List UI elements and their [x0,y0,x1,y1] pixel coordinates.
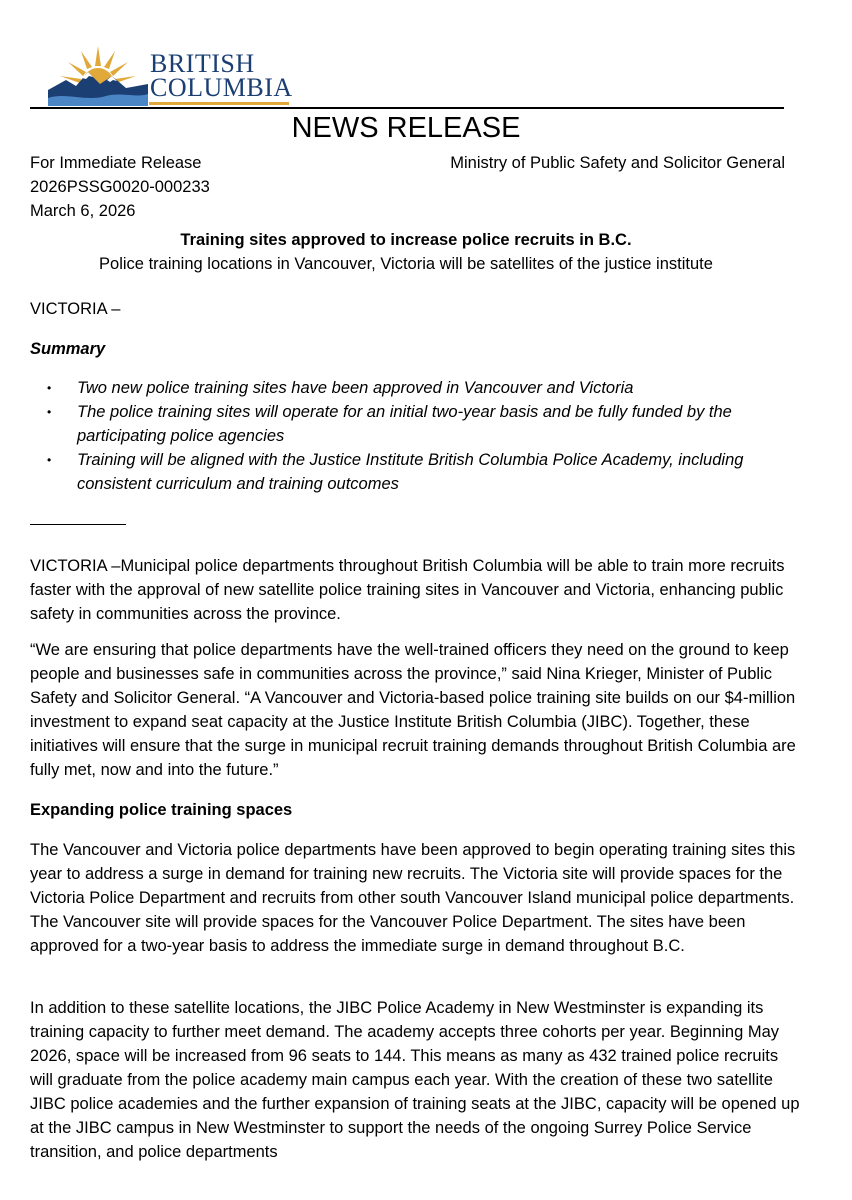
headline: Training sites approved to increase police recruits in B.C. [180,231,632,249]
summary-item-text: The police training sites will operate for an initial two-year basis and be fully funded by the participating police agencies [77,403,732,445]
release-number: 2026PSSG0020-000233 [30,178,210,196]
release-date: March 6, 2026 [30,202,136,220]
summary-item-text: Two new police training sites have been approved in Vancouver and Victoria [77,379,634,397]
bullet-icon: • [47,405,52,419]
section-separator [30,524,126,525]
bullet-icon: • [47,453,52,467]
list-item [30,448,770,496]
list-item [30,400,770,448]
body-paragraph-3: The Vancouver and Victoria police departments have been approved to begin operating training sites this year to address a surge in demand for training new recruits. The Victoria site will provide spaces for the Victoria Police Department and recruits from other south Vancouver Island municipal police departments. The Vancouver site will provide spaces for the Vancouver Police Department. The sites have been approved for a two-year basis to address the immediate surge in demand throughout B.C. [30,841,796,955]
summary-item-text: Training will be aligned with the Justice Institute British Columbia Police Academy, including consistent curriculum and training outcomes [77,451,744,493]
sun-mountain-logo-icon [46,36,150,106]
summary-heading: Summary [30,340,106,358]
bc-government-logo [46,36,296,106]
logo-underline [149,102,289,105]
body-paragraph-2-quote: “We are ensuring that police departments have the well-trained officers they need on the ground to keep people and businesses safe in communities across the province,” said Nina Krieger, Minister of Public Safety and Solicitor General. “A Vancouver and Victoria-based police training site builds on our $4-million investment to expand seat capacity at the Justice Institute British Columbia (JIBC). Together, these initiatives will ensure that the surge in municipal recruit training demands throughout British Columbia are fully met, now and into the future.” [30,641,796,779]
bullet-icon: • [47,381,52,395]
ministry-name: Ministry of Public Safety and Solicitor General [450,154,785,172]
logo-line-2: COLUMBIA [150,73,293,102]
release-meta [30,151,390,223]
release-type: For Immediate Release [30,154,202,172]
dateline: VICTORIA – [30,300,121,318]
summary-list [30,376,770,496]
subheadline: Police training locations in Vancouver, Victoria will be satellites of the justice institute [99,255,713,273]
section-heading: Expanding police training spaces [30,801,293,819]
header-rule [30,107,784,109]
page-title: NEWS RELEASE [291,112,521,144]
body-paragraph-4: In addition to these satellite locations, the JIBC Police Academy in New Westminster is expanding its training capacity to further meet demand. The academy accepts three cohorts per year. Beginning May 2026, space will be increased from 96 seats to 144. This means as many as 432 trained police recruits will graduate from the police academy main campus each year. With the creation of these two satellite JIBC police academies and the further expansion of training seats at the JIBC, capacity will be opened up at the JIBC campus in New Westminster to support the needs of the ongoing Surrey Police Service transition, and police departments [30,999,800,1161]
list-item [30,376,770,400]
logo-line-1: BRITISH [150,49,255,78]
logo-wordmark [150,49,293,102]
body-paragraph-1: VICTORIA –Municipal police departments throughout British Columbia will be able to train more recruits faster with the approval of new satellite police training sites in Vancouver and Victoria, enhancing public safety in communities across the province. [30,557,785,623]
